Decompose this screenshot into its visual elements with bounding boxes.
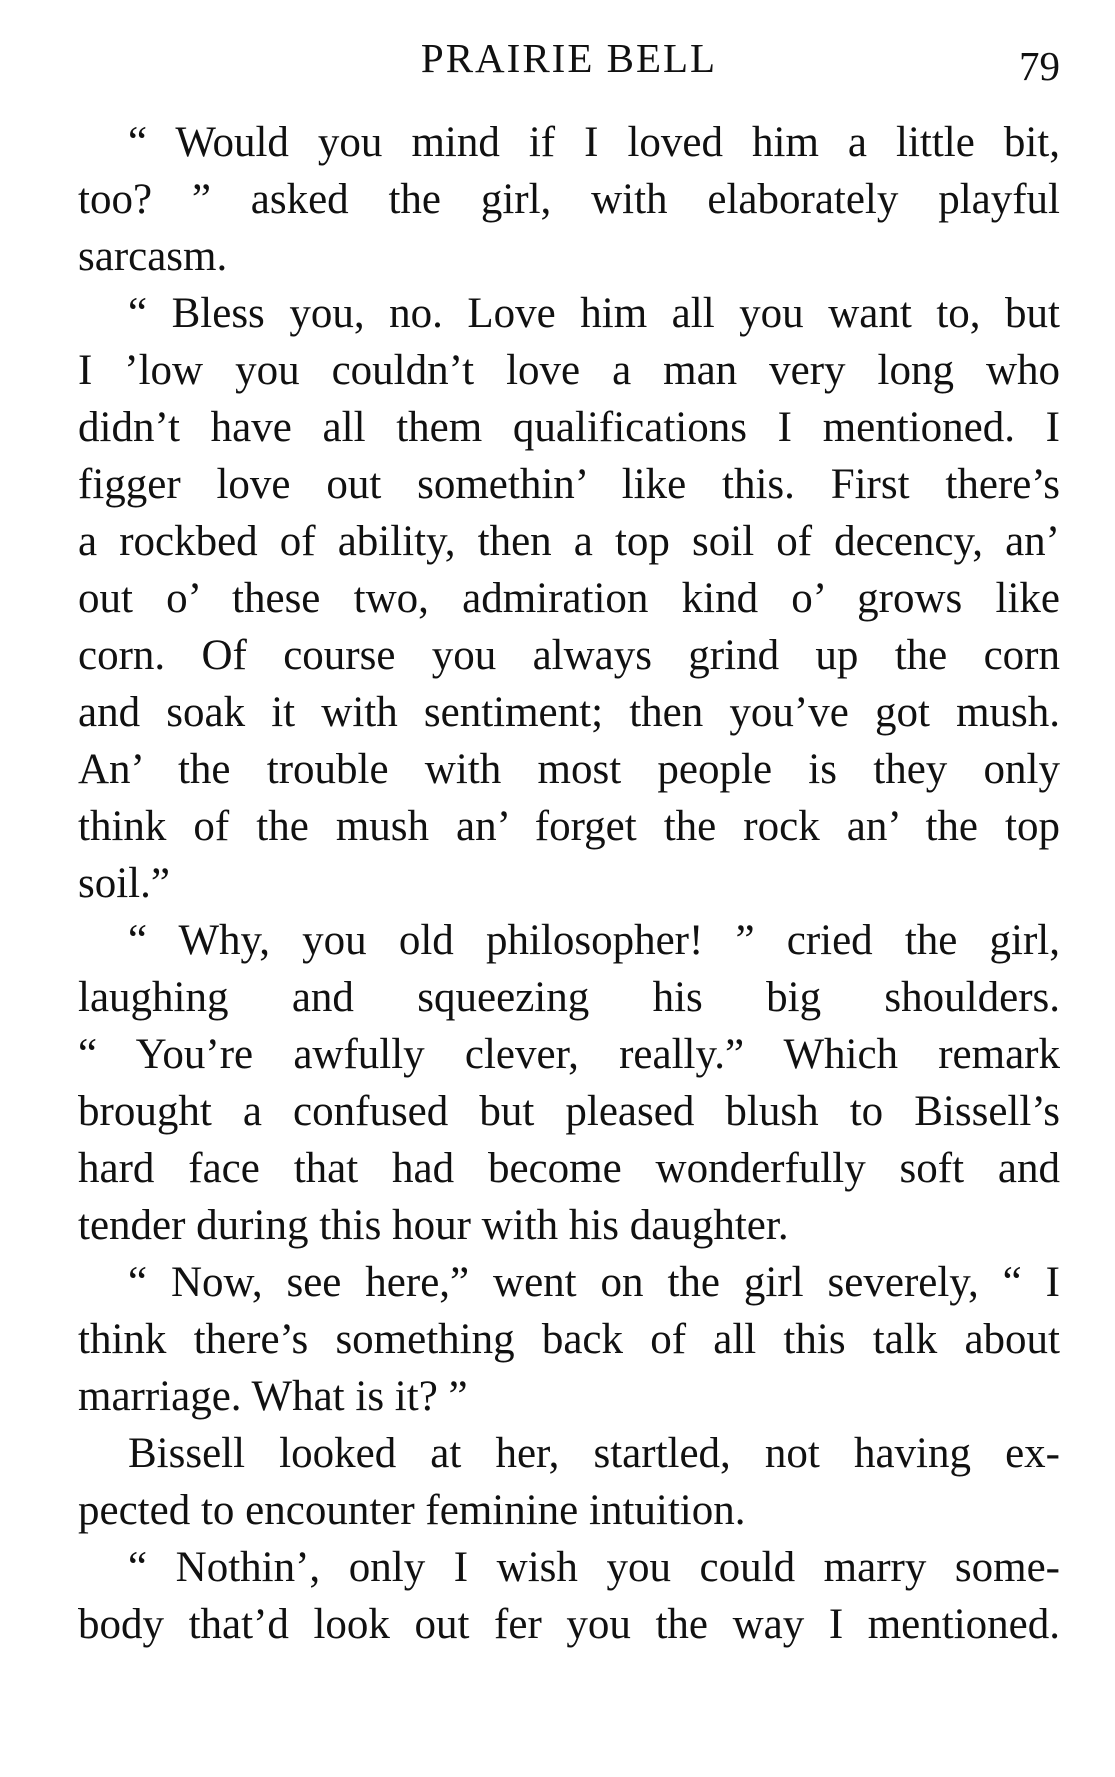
text-line: figger love out somethin’ like this. First there’s bbox=[78, 461, 1060, 508]
text-line: “ Nothin’, only I wish you could marry some- bbox=[128, 1544, 1060, 1591]
body-text bbox=[78, 114, 1060, 1653]
text-line: I ’low you couldn’t love a man very long who bbox=[78, 347, 1060, 394]
text-line: pected to encounter feminine intuition. bbox=[78, 1487, 746, 1534]
paragraph bbox=[78, 285, 1060, 912]
text-line: “ Now, see here,” went on the girl severely, “ I bbox=[128, 1259, 1060, 1306]
running-title: PRAIRIE BELL bbox=[420, 35, 718, 81]
text-line: “ Would you mind if I loved him a little bit, bbox=[128, 119, 1060, 166]
text-line: out o’ these two, admiration kind o’ grows like bbox=[78, 575, 1060, 622]
running-head bbox=[78, 30, 1060, 90]
text-line: too? ” asked the girl, with elaborately playful bbox=[78, 176, 1060, 223]
text-line: think there’s something back of all this talk about bbox=[78, 1316, 1060, 1363]
text-line: “ You’re awfully clever, really.” Which remark bbox=[78, 1031, 1060, 1078]
text-line: brought a confused but pleased blush to Bissell’s bbox=[78, 1088, 1060, 1135]
text-line: didn’t have all them qualifications I mentioned. I bbox=[78, 404, 1060, 451]
text-line: marriage. What is it? ” bbox=[78, 1373, 468, 1420]
text-line: An’ the trouble with most people is they only bbox=[78, 746, 1060, 793]
text-line: “ Bless you, no. Love him all you want to, but bbox=[128, 290, 1060, 337]
paragraph bbox=[78, 912, 1060, 1254]
paragraph bbox=[78, 1539, 1060, 1653]
text-line: and soak it with sentiment; then you’ve got mush. bbox=[78, 689, 1060, 736]
paragraph bbox=[78, 1254, 1060, 1425]
text-line: “ Why, you old philosopher! ” cried the girl, bbox=[128, 917, 1060, 964]
text-line: corn. Of course you always grind up the corn bbox=[78, 632, 1060, 679]
paragraph bbox=[78, 114, 1060, 285]
page-number: 79 bbox=[1019, 43, 1060, 89]
text-line: tender during this hour with his daughter. bbox=[78, 1202, 789, 1249]
paragraph bbox=[78, 1425, 1060, 1539]
text-line: hard face that had become wonderfully soft and bbox=[78, 1145, 1060, 1192]
text-line: Bissell looked at her, startled, not having ex- bbox=[128, 1430, 1060, 1477]
text-line: sarcasm. bbox=[78, 233, 228, 280]
book-page bbox=[78, 30, 1060, 1653]
text-line: soil.” bbox=[78, 860, 170, 907]
text-line: think of the mush an’ forget the rock an’ the top bbox=[78, 803, 1060, 850]
text-line: laughing and squeezing his big shoulders. bbox=[78, 974, 1060, 1021]
text-line: body that’d look out fer you the way I mentioned. bbox=[78, 1601, 1060, 1648]
text-line: a rockbed of ability, then a top soil of decency, an’ bbox=[78, 518, 1060, 565]
